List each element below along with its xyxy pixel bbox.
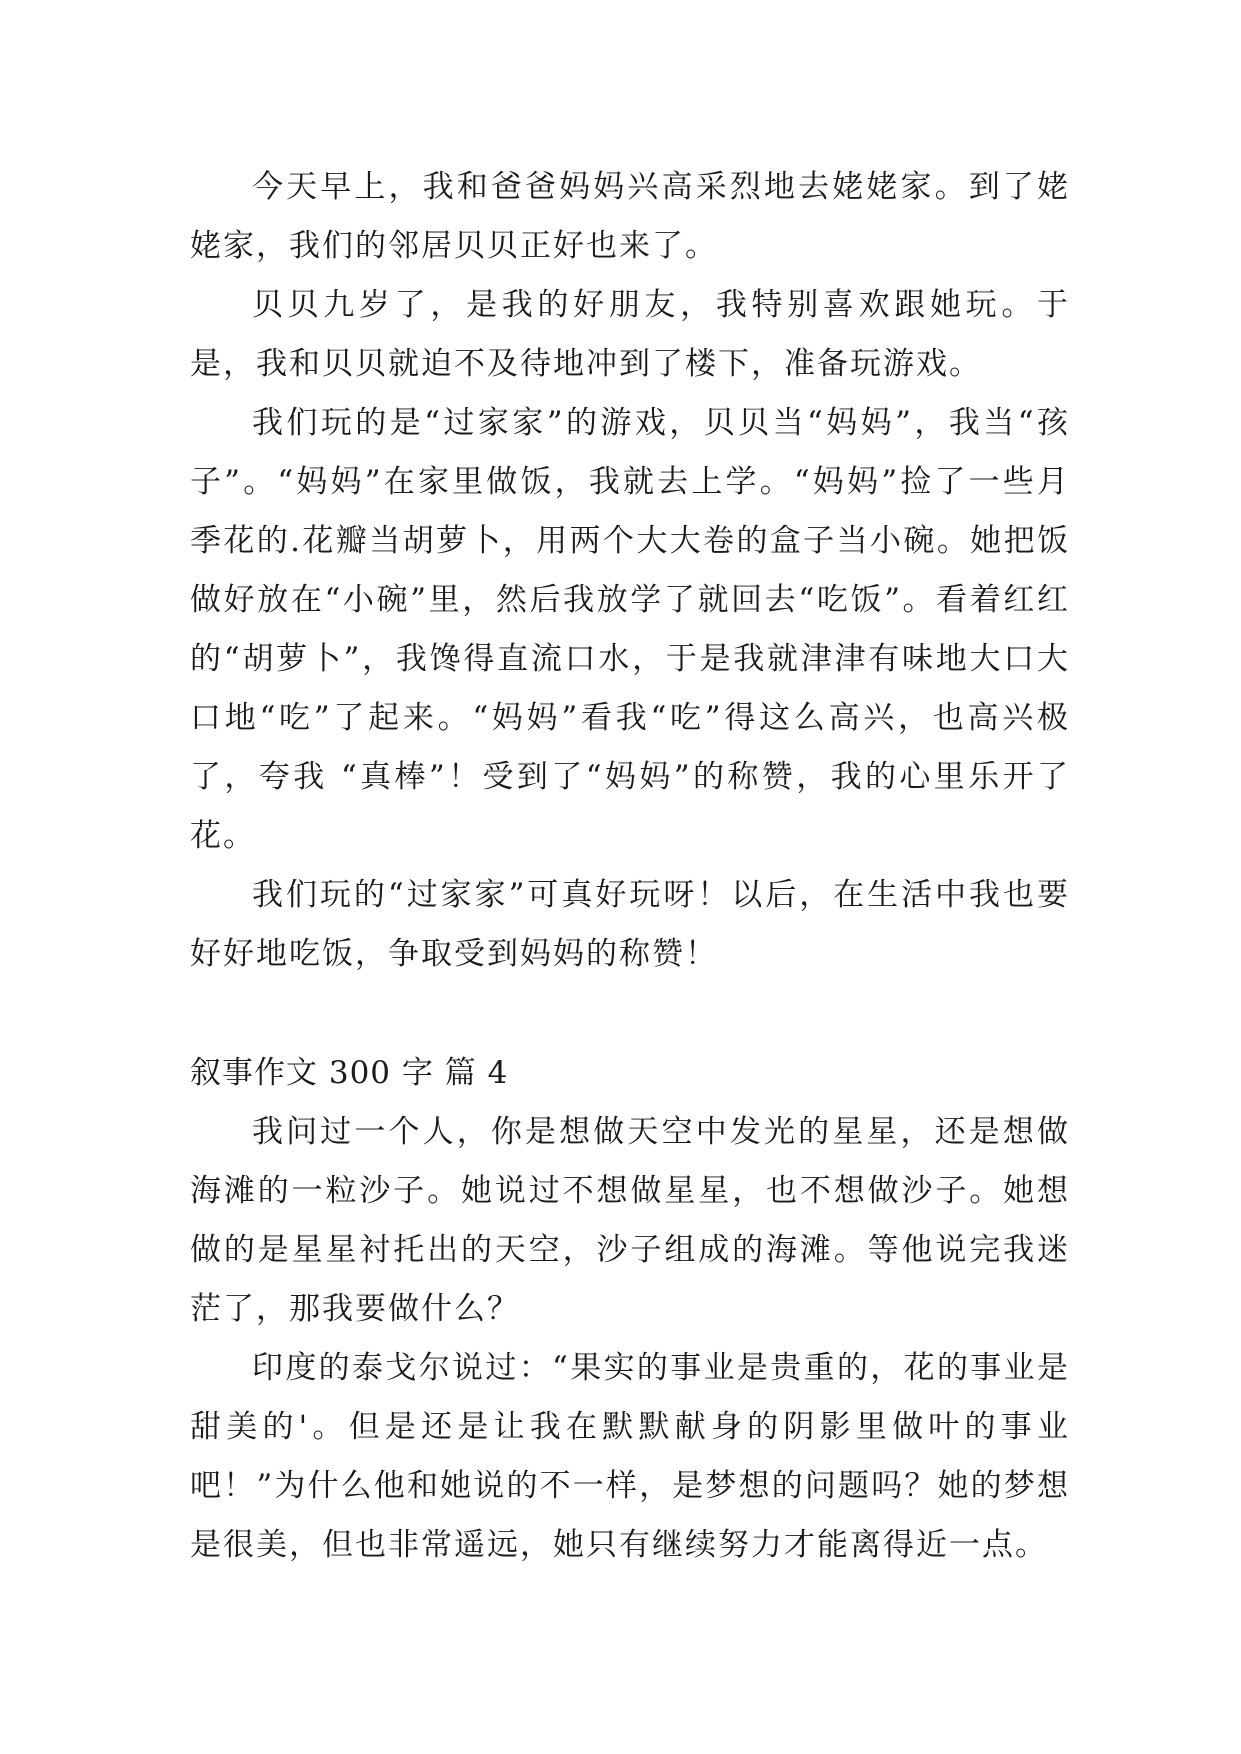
paragraph-1: 今天早上，我和爸爸妈妈兴高采烈地去姥姥家。到了姥姥家，我们的邻居贝贝正好也来了。 <box>190 169 1070 264</box>
paragraph-6: 印度的泰戈尔说过：“果实的事业是贵重的，花的事业是甜美的'。但是还是让我在默默献身的阴影里做叶的事业吧！”为什么他和她说的不一样，是梦想的问题吗？她的梦想是很美，但也非常遥远，她只有继续努力才能离得近一点。 <box>190 1350 1070 1563</box>
paragraph-5: 我问过一个人，你是想做天空中发光的星星，还是想做海滩的一粒沙子。她说过不想做星星，也不想做沙子。她想做的是星星衬托出的天空，沙子组成的海滩。等他说完我迷茫了，那我要做什么？ <box>190 1114 1070 1327</box>
paragraph-3: 我们玩的是“过家家”的游戏，贝贝当“妈妈”，我当“孩子”。“妈妈”在家里做饭，我就去上学。“妈妈”捡了一些月季花的.花瓣当胡萝卜，用两个大大卷的盒子当小碗。她把饭做好放在“小碗”里，然后我放学了就回去“吃饭”。看着红红的“胡萝卜”，我馋得直流口水，于是我就津津有味地大口大口地“吃”了起来。“妈妈”看我“吃”得这么高兴，也高兴极了，夸我 “真棒”！受到了“妈妈”的称赞，我的心里乐开了花。 <box>190 405 1070 854</box>
paragraph-2: 贝贝九岁了，是我的好朋友，我特别喜欢跟她玩。于是，我和贝贝就迫不及待地冲到了楼下，准备玩游戏。 <box>190 287 1070 382</box>
section-heading: 叙事作文 300 字 篇 4 <box>190 1055 509 1091</box>
paragraph-4: 我们玩的“过家家”可真好玩呀！以后，在生活中我也要好好地吃饭，争取受到妈妈的称赞！ <box>190 877 1070 972</box>
document-body <box>190 158 1070 1575</box>
